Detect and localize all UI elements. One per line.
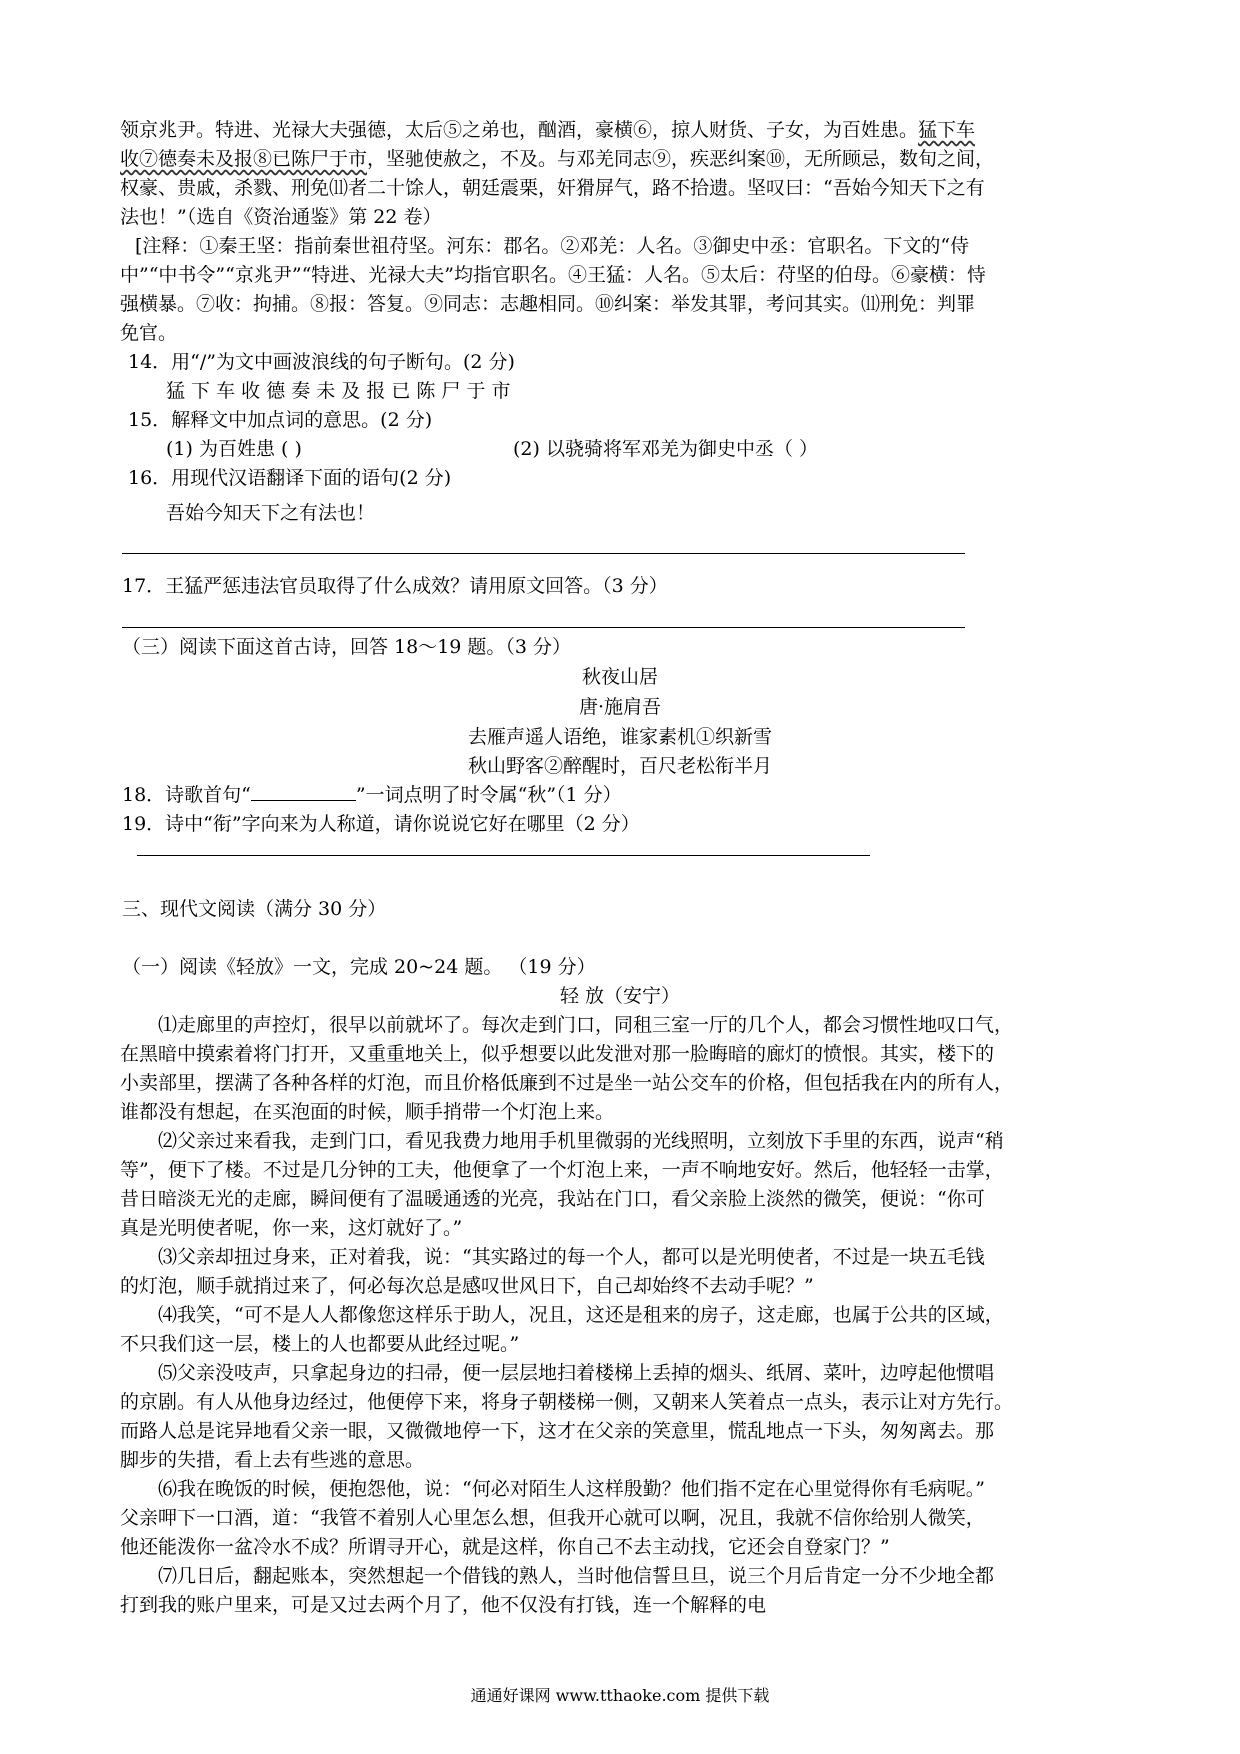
passage-line-1 xyxy=(120,117,975,143)
essay-line: ⑺几日后，翻起账本，突然想起一个借钱的熟人，当时他信誓旦旦，说三个月后肯定一分不少地全都 xyxy=(158,1565,995,1587)
essay-line: 真是光明使者呢，你一来，这灯就好了。” xyxy=(120,1217,463,1239)
poem-title: 秋夜山居 xyxy=(581,666,658,688)
question-15-item-1: (1) 为百姓患 ( ) xyxy=(166,438,302,460)
essay-line: 的灯泡，顺手就捎过来了，何必每次总是感叹世风日下，自己却始终不去动手呢？” xyxy=(120,1275,814,1297)
section-3-heading: （三）阅读下面这首古诗，回答 18～19 题。（3 分） xyxy=(122,636,572,658)
essay-line: 父亲呷下一口酒，道：“我管不着别人心里怎么想，但我开心就可以啊，况且，我就不信你给别人微笑， xyxy=(120,1507,985,1529)
question-15: 15．解释文中加点词的意思。(2 分) xyxy=(128,409,433,431)
essay-line: ⑵父亲过来看我，走到门口，看见我费力地用手机里微弱的光线照明，立刻放下手里的东西，说声“稍 xyxy=(158,1130,1004,1152)
essay-line: ⑶父亲却扭过身来，正对着我，说：“其实路过的每一个人，都可以是光明使者，不过是一块五毛钱 xyxy=(158,1246,985,1268)
passage-text: 领京兆尹。特进、光禄大夫强德，太后⑤之弟也，酗酒，豪横⑥，掠人财货、子女，为百姓患。 xyxy=(120,119,919,141)
poem-line-1: 去雁声遥人语绝，谁家素机①织新雪 xyxy=(467,726,772,748)
poem-author: 唐·施肩吾 xyxy=(578,696,662,718)
answer-line xyxy=(137,855,870,856)
essay-line: 等”，便下了楼。不过是几分钟的工夫，他便拿了一个灯泡上来，一声不响地安好。然后，他轻轻一击掌， xyxy=(120,1159,1004,1181)
question-17: 17．王猛严惩违法官员取得了什么成效？请用原文回答。（3 分） xyxy=(122,575,668,597)
question-16: 16．用现代汉语翻译下面的语句(2 分) xyxy=(128,467,452,489)
essay-line: 打到我的账户里来，可是又过去两个月了，他不仅没有打钱，连一个解释的电 xyxy=(120,1594,767,1616)
essay-line: 他还能泼你一盆冷水不成？所谓寻开心，就是这样，你自己不去主动找，它还会自登家门？” xyxy=(120,1536,890,1558)
page-footer: 通通好课网 www.tthaoke.com 提供下载 xyxy=(470,1686,770,1705)
essay-line: 而路人总是诧异地看父亲一眼，又微微地停一下，这才在父亲的笑意里，慌乱地点一下头，匆匆离去。那 xyxy=(120,1420,995,1442)
essay-line: 昔日暗淡无光的走廊，瞬间便有了温暖通透的光亮，我站在门口，看父亲脸上淡然的微笑，便说：“你可 xyxy=(120,1188,985,1210)
passage-line-4: 法也！”（选自《资治通鉴》第 22 卷） xyxy=(120,206,442,228)
fill-blank[interactable] xyxy=(251,782,356,801)
essay-title: 轻 放（安宁） xyxy=(559,985,681,1007)
notes-line-3: 强横暴。⑦收：拘捕。⑧报：答复。⑨同志：志趣相同。⑩纠案：举发其罪，考问其实。⑾刑免：判罪 xyxy=(120,293,976,315)
answer-line xyxy=(122,627,965,628)
question-14-sentence: 猛 下 车 收 德 奏 未 及 报 已 陈 尸 于 市 xyxy=(166,380,511,402)
essay-line: ⑴走廊里的声控灯，很早以前就坏了。每次走到门口，同租三室一厅的几个人，都会习惯性地叹口气， xyxy=(158,1014,1014,1036)
question-14: 14．用“/”为文中画波浪线的句子断句。(2 分) xyxy=(128,351,515,373)
notes-line-1: [注释：①秦王坚：指前秦世祖苻坚。河东：郡名。②邓羌：人名。③御史中丞：官职名。下文的“侍 xyxy=(135,235,970,257)
reading-1-heading: （一）阅读《轻放》一文，完成 20~24 题。 （19 分） xyxy=(122,956,596,978)
question-19: 19．诗中“衔”字向来为人称道，请你说说它好在哪里（2 分） xyxy=(122,813,640,835)
question-15-item-2: (2) 以骁骑将军邓羌为御史中丞（ ） xyxy=(513,438,818,460)
question-16-sentence: 吾始今知天下之有法也！ xyxy=(166,502,376,524)
essay-line: 在黑暗中摸索着将门打开，又重重地关上，似乎想要以此发泄对那一脸晦暗的廊灯的愤恨。其实，楼下的 xyxy=(120,1043,995,1065)
passage-line-2 xyxy=(120,146,994,172)
essay-line: ⑹我在晚饭的时候，便抱怨他，说：“何必对陌生人这样殷勤？他们指不定在心里觉得你有毛病呢。” xyxy=(158,1478,985,1500)
wavy-underlined-text: 猛下车 xyxy=(918,119,976,141)
essay-line: ⑷我笑，“可不是人人都像您这样乐于助人，况且，这还是租来的房子，这走廊，也属于公共的区域， xyxy=(158,1304,1004,1326)
passage-text: ，坚驰使赦之，不及。与邓羌同志⑨，疾恶纠案⑩，无所顾忌，数旬之间， xyxy=(367,148,995,170)
part-3-heading: 三、现代文阅读（满分 30 分） xyxy=(122,898,387,920)
essay-line: 的京剧。有人从他身边经过，他便停下来，将身子朝楼梯一侧，又朝来人笑着点一点头，表示让对方先行。 xyxy=(120,1391,1014,1413)
question-18: 18．诗歌首句“ ”一词点明了时令属“秋”（1 分） xyxy=(122,784,622,806)
essay-line: 谁都没有想起，在买泡面的时候，顺手捎带一个灯泡上来。 xyxy=(120,1101,615,1123)
notes-line-2: 中”“中书令”“京兆尹”“特进、光禄大夫”均指官职名。④王猛：人名。⑤太后：苻坚的伯母。⑥豪横：恃 xyxy=(120,264,986,286)
answer-line xyxy=(122,553,965,554)
essay-line: 小卖部里，摆满了各种各样的灯泡，而且价格低廉到不过是坐一站公交车的价格，但包括我在内的所有人， xyxy=(120,1072,1014,1094)
essay-line: ⑸父亲没吱声，只拿起身边的扫帚，便一层层地扫着楼梯上丢掉的烟头、纸屑、菜叶，边哼起他惯唱 xyxy=(158,1362,995,1384)
poem-line-2: 秋山野客②醉醒时，百尺老松衔半月 xyxy=(467,755,772,777)
wavy-underlined-text: 收⑦德奏未及报⑧已陈尸于市 xyxy=(120,148,368,170)
essay-line: 不只我们这一层，楼上的人也都要从此经过呢。” xyxy=(120,1333,520,1355)
passage-line-3: 权豪、贵戚，杀戮、刑免⑾者二十馀人，朝廷震栗，奸猾屏气，路不拾遗。坚叹曰：“吾始今知天下之有 xyxy=(120,177,985,199)
essay-line: 脚步的失措，看上去有些逃的意思。 xyxy=(120,1449,425,1471)
notes-line-4: 免官。 xyxy=(120,322,178,344)
